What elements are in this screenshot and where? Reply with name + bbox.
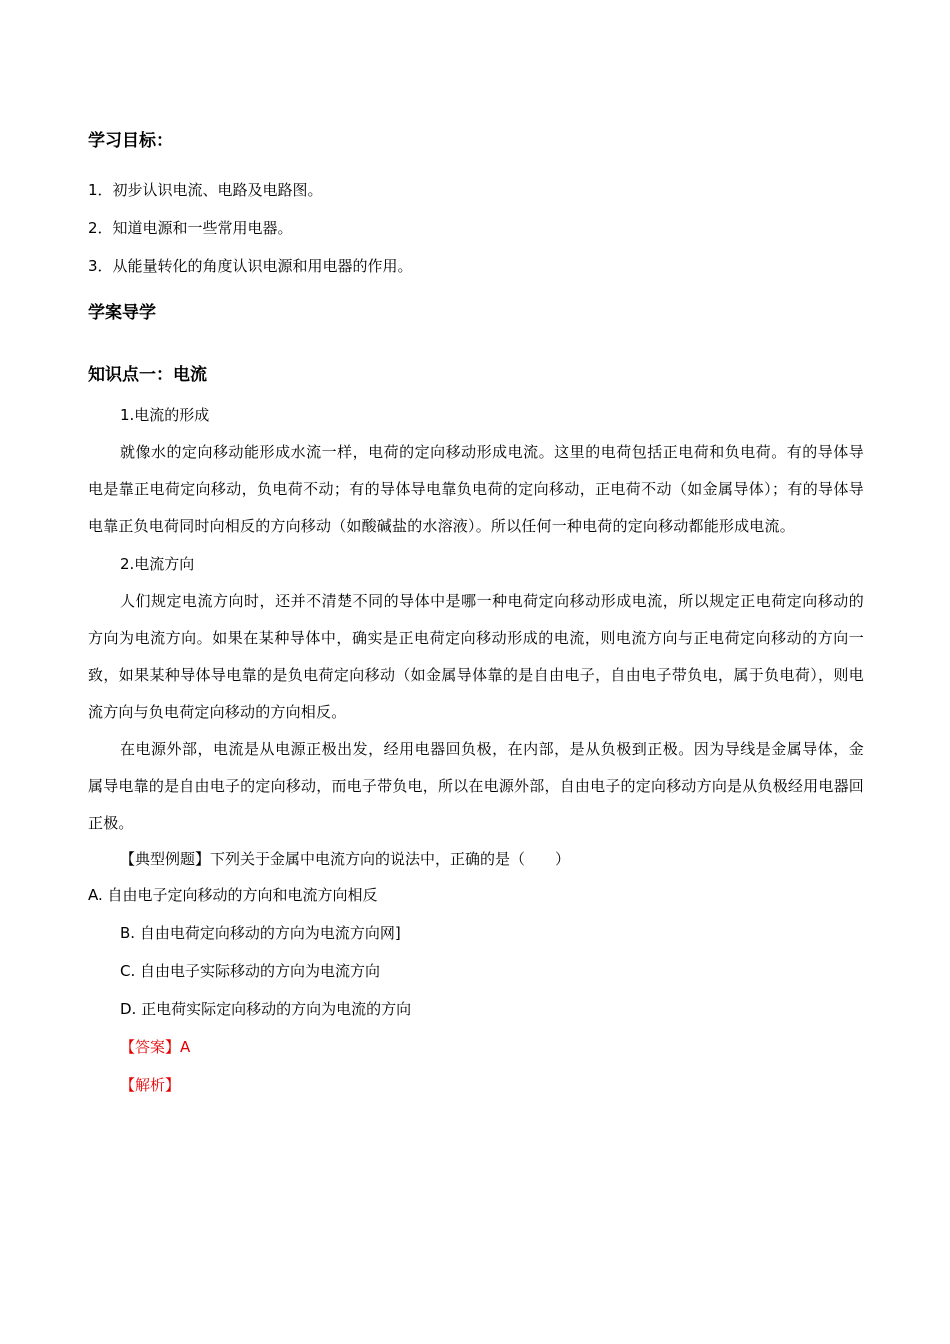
study-guide-heading: 学案导学 — [88, 303, 156, 323]
goal-item-2: 2．知道电源和一些常用电器。 — [88, 219, 293, 237]
external-circuit-paragraph: 在电源外部，电流是从电源正极出发，经用电器回负极，在内部，是从负极到正极。因为导线是金属导体，金属导电靠的是自由电子的定向移动，而电子带负电，所以在电源外部，自由电子的定向移动方向是从负极经用电器回正极。 — [88, 740, 864, 832]
analysis-label: 【解析】 — [120, 1076, 181, 1094]
learning-goals-heading: 学习目标： — [88, 131, 173, 151]
goal-item-3: 3．从能量转化的角度认识电源和用电器的作用。 — [88, 257, 413, 275]
option-a: A. 自由电子定向移动的方向和电流方向相反 — [88, 886, 378, 904]
current-formation-subtitle: 1.电流的形成 — [120, 406, 210, 424]
example-question: 【典型例题】下列关于金属中电流方向的说法中，正确的是（ ） — [120, 850, 571, 868]
answer-label: 【答案】A — [120, 1038, 191, 1056]
current-formation-paragraph: 就像水的定向移动能形成水流一样，电荷的定向移动形成电流。这里的电荷包括正电荷和负电荷。有的导体导电是靠正电荷定向移动，负电荷不动；有的导体导电靠负电荷的定向移动，正电荷不动（如金属导体）；有的导体导电靠正负电荷同时向相反的方向移动（如酸碱盐的水溶液）。所以任何一种电荷的定向移动都能形成电流。 — [88, 443, 864, 535]
option-c: C. 自由电子实际移动的方向为电流方向 — [120, 962, 381, 980]
option-d: D. 正电荷实际定向移动的方向为电流的方向 — [120, 1000, 412, 1018]
knowledge-point-heading: 知识点一：电流 — [88, 365, 207, 385]
option-b: B. 自由电荷定向移动的方向为电流方向网] — [120, 924, 401, 942]
goal-item-1: 1．初步认识电流、电路及电路图。 — [88, 181, 323, 199]
current-direction-subtitle: 2.电流方向 — [120, 555, 195, 573]
current-direction-paragraph: 人们规定电流方向时，还并不清楚不同的导体中是哪一种电荷定向移动形成电流，所以规定正电荷定向移动的方向为电流方向。如果在某种导体中，确实是正电荷定向移动形成的电流，则电流方向与正电荷定向移动的方向一致，如果某种导体导电靠的是负电荷定向移动（如金属导体靠的是自由电子，自由电子带负电，属于负电荷），则电流方向与负电荷定向移动的方向相反。 — [88, 592, 864, 721]
document-body — [88, 126, 864, 1096]
